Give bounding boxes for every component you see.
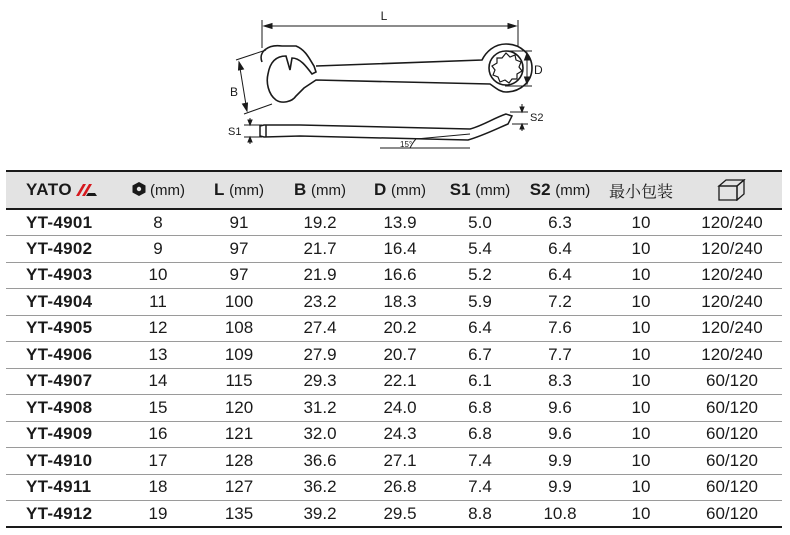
- table-row: [6, 262, 782, 289]
- header-min-pack-label: 最小包装: [608, 183, 673, 201]
- cell-carton: 60/120: [706, 477, 758, 497]
- hexagon-icon: [131, 181, 147, 197]
- cell-model: YT-4902: [26, 238, 93, 258]
- label-D: D: [534, 63, 543, 77]
- cell-l: 97: [229, 238, 249, 258]
- cell-d: 24.3: [383, 424, 417, 444]
- cell-carton: 60/120: [706, 503, 758, 523]
- cell-carton: 60/120: [706, 424, 758, 444]
- cell-carton: 120/240: [701, 291, 763, 311]
- cell-s1: 8.8: [468, 503, 492, 523]
- header-B: [280, 171, 360, 209]
- label-S1: S1: [228, 126, 242, 138]
- cell-carton: 60/120: [706, 450, 758, 470]
- label-angle: 15°: [400, 140, 413, 149]
- cell-s1: 6.4: [468, 318, 492, 338]
- cell-size: 9: [153, 238, 163, 258]
- cell-s2: 6.4: [548, 238, 572, 258]
- cell-pack: 10: [631, 397, 651, 417]
- cell-s1: 5.9: [468, 291, 492, 311]
- cell-pack: 10: [631, 450, 651, 470]
- header-carton: [682, 171, 782, 209]
- cell-model: YT-4907: [26, 371, 93, 391]
- cell-b: 31.2: [303, 397, 337, 417]
- header-size: [118, 171, 198, 209]
- cell-pack: 10: [631, 344, 651, 364]
- cell-d: 22.1: [383, 371, 417, 391]
- cell-pack: 10: [631, 291, 651, 311]
- header-B-symbol: B: [294, 180, 307, 199]
- cell-l: 108: [224, 318, 254, 338]
- cell-d: 18.3: [383, 291, 417, 311]
- cell-s1: 7.4: [468, 450, 492, 470]
- cell-b: 21.7: [303, 238, 337, 258]
- cell-s2: 9.9: [548, 477, 572, 497]
- cell-model: YT-4911: [26, 477, 92, 497]
- cell-d: 20.2: [383, 318, 417, 338]
- cell-s1: 6.8: [468, 424, 492, 444]
- spec-table: [6, 170, 782, 528]
- cell-model: YT-4910: [26, 450, 93, 470]
- header-S1-unit: (mm): [475, 182, 511, 199]
- cell-pack: 10: [631, 503, 651, 523]
- wrench-top-view: [261, 44, 532, 102]
- cell-model: YT-4901: [26, 212, 93, 232]
- table-header-row: [6, 171, 782, 209]
- header-S1: [440, 171, 520, 209]
- cell-l: 91: [229, 212, 249, 232]
- cell-l: 109: [224, 344, 254, 364]
- cell-l: 97: [229, 265, 249, 285]
- cell-s2: 7.2: [548, 291, 572, 311]
- cell-carton: 60/120: [706, 397, 758, 417]
- cell-s1: 5.2: [468, 265, 492, 285]
- table-row: [6, 474, 782, 501]
- header-S1-symbol: S1: [449, 180, 471, 199]
- cell-size: 8: [153, 212, 163, 232]
- header-min-pack: [600, 171, 682, 209]
- table-body: [6, 209, 782, 527]
- wrench-dimension-diagram: [0, 0, 790, 165]
- cell-b: 32.0: [303, 424, 337, 444]
- header-D-unit: (mm): [391, 182, 426, 199]
- cell-size: 17: [148, 450, 168, 470]
- cell-s1: 5.4: [468, 238, 492, 258]
- header-size-unit: (mm): [150, 182, 185, 199]
- cell-d: 13.9: [383, 212, 417, 232]
- header-S2-symbol: S2: [529, 180, 551, 199]
- cell-size: 10: [148, 265, 168, 285]
- header-D: [360, 171, 440, 209]
- cell-size: 13: [148, 344, 168, 364]
- cell-s2: 9.9: [548, 450, 572, 470]
- cell-l: 100: [224, 291, 254, 311]
- cell-carton: 120/240: [701, 238, 763, 258]
- table-row: [6, 395, 782, 422]
- cell-size: 16: [148, 424, 168, 444]
- yato-logo-icon: [76, 183, 98, 197]
- table-row: [6, 421, 782, 448]
- cell-s1: 7.4: [468, 477, 492, 497]
- cell-d: 16.4: [383, 238, 417, 258]
- table-row: [6, 236, 782, 263]
- cell-b: 36.2: [303, 477, 337, 497]
- cell-model: YT-4905: [26, 318, 93, 338]
- wrench-side-view: [260, 114, 512, 140]
- cell-s1: 6.8: [468, 397, 492, 417]
- cell-s2: 7.7: [548, 344, 572, 364]
- cell-d: 27.1: [383, 450, 417, 470]
- table-row: [6, 315, 782, 342]
- cell-carton: 120/240: [701, 212, 763, 232]
- cell-carton: 120/240: [701, 265, 763, 285]
- cell-s2: 6.3: [548, 212, 572, 232]
- cell-model: YT-4912: [26, 503, 93, 523]
- cell-pack: 10: [631, 477, 651, 497]
- cell-s2: 8.3: [548, 371, 572, 391]
- cell-d: 26.8: [383, 477, 417, 497]
- cell-d: 24.0: [383, 397, 417, 417]
- header-L: [198, 171, 280, 209]
- cell-b: 21.9: [303, 265, 337, 285]
- header-S2: [520, 171, 600, 209]
- cell-carton: 120/240: [701, 344, 763, 364]
- header-L-unit: (mm): [229, 182, 265, 199]
- cell-pack: 10: [631, 371, 651, 391]
- cell-pack: 10: [631, 318, 651, 338]
- label-S2: S2: [530, 112, 544, 124]
- cell-s2: 10.8: [543, 503, 577, 523]
- table-row: [6, 289, 782, 316]
- cell-size: 19: [148, 503, 168, 523]
- cell-b: 27.4: [303, 318, 337, 338]
- box-icon: [717, 179, 747, 201]
- cell-d: 16.6: [383, 265, 417, 285]
- cell-b: 36.6: [303, 450, 337, 470]
- cell-model: YT-4909: [26, 424, 93, 444]
- cell-s2: 6.4: [548, 265, 572, 285]
- cell-carton: 120/240: [701, 318, 763, 338]
- brand-name: YATO: [25, 180, 73, 199]
- label-L: L: [380, 9, 388, 23]
- cell-model: YT-4908: [26, 397, 93, 417]
- cell-pack: 10: [631, 265, 651, 285]
- cell-s1: 5.0: [468, 212, 492, 232]
- cell-s2: 9.6: [548, 397, 572, 417]
- header-brand: [6, 171, 118, 209]
- dimension-L: [262, 20, 518, 48]
- cell-l: 135: [224, 503, 254, 523]
- cell-b: 29.3: [303, 371, 337, 391]
- cell-d: 29.5: [383, 503, 417, 523]
- cell-s1: 6.1: [468, 371, 492, 391]
- cell-pack: 10: [631, 212, 651, 232]
- table-row: [6, 448, 782, 475]
- cell-l: 127: [224, 477, 254, 497]
- cell-b: 23.2: [303, 291, 337, 311]
- cell-s2: 7.6: [548, 318, 572, 338]
- cell-pack: 10: [631, 238, 651, 258]
- table-row: [6, 209, 782, 236]
- cell-b: 39.2: [303, 503, 337, 523]
- cell-pack: 10: [631, 424, 651, 444]
- cell-l: 120: [224, 397, 254, 417]
- cell-carton: 60/120: [706, 371, 758, 391]
- cell-model: YT-4904: [26, 291, 93, 311]
- cell-size: 12: [148, 318, 168, 338]
- cell-d: 20.7: [383, 344, 417, 364]
- cell-s2: 9.6: [548, 424, 572, 444]
- cell-l: 128: [224, 450, 254, 470]
- header-L-symbol: L: [213, 180, 225, 199]
- table-row: [6, 342, 782, 369]
- cell-size: 14: [148, 371, 168, 391]
- cell-size: 11: [149, 291, 167, 311]
- table-row: [6, 501, 782, 528]
- table-row: [6, 368, 782, 395]
- cell-b: 19.2: [303, 212, 337, 232]
- cell-model: YT-4903: [26, 265, 93, 285]
- dimension-S2: [510, 104, 528, 131]
- cell-size: 18: [148, 477, 168, 497]
- header-D-symbol: D: [374, 180, 387, 199]
- cell-model: YT-4906: [26, 344, 93, 364]
- cell-l: 115: [225, 371, 253, 391]
- header-S2-unit: (mm): [555, 182, 591, 199]
- cell-b: 27.9: [303, 344, 337, 364]
- cell-s1: 6.7: [468, 344, 492, 364]
- cell-size: 15: [148, 397, 168, 417]
- header-B-unit: (mm): [311, 182, 346, 199]
- label-B: B: [230, 85, 239, 99]
- cell-l: 121: [224, 424, 254, 444]
